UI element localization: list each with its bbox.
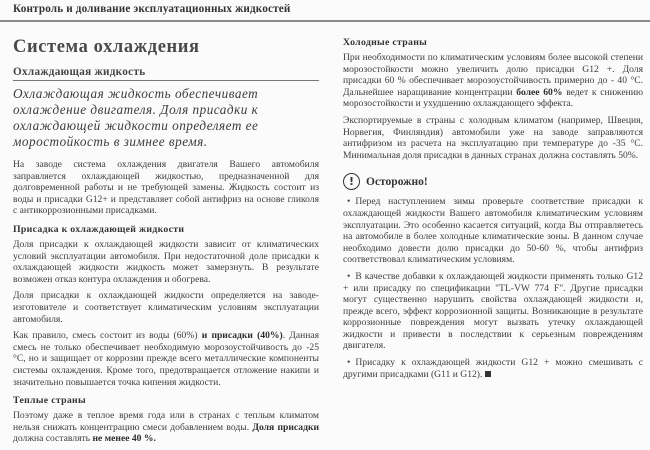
lead-paragraph: Охлаждающая жидкость обеспечивает охлаждение двигателя. Доля присадки к охлаждающей жидкости определяет ее моростойкость в зимнее время.: [13, 86, 259, 149]
mix-text-start: Как правило, смесь состоит из воды (60%): [13, 330, 202, 342]
additive-paragraph-1: Доля присадки к охлаждающей жидкости зависит от климатических условий эксплуатации автомобиля. При недостаточной доле присадки к охлаждающей жидкости жидкость может замерзнуть. В результате возможен отказ контура охлаждения и обогрева.: [13, 238, 319, 285]
bullet-icon: •: [347, 357, 351, 369]
warm-text-bold-1: Доля присадки: [252, 421, 320, 433]
right-column: [343, 37, 643, 385]
warm-countries-paragraph: [13, 410, 319, 445]
warning-item: [343, 196, 643, 266]
chapter-title: Контроль и доливание эксплуатационных жидкостей: [13, 3, 291, 15]
cold-countries-paragraph-2: Экспортируемые в страны с холодным климатом (например, Швеция, Норвегия, Финляндия) автомобили уже на заводе заправляются антифризом из расчета на эксплуатацию при температуре до -35 °C. Минимальная доля присадки в данных странах должна составлять 50%.: [343, 114, 643, 161]
bullet-icon: •: [347, 196, 351, 208]
warning-item-text: Присадку к охлаждающей жидкости G12 + можно смешивать с другими присадками (G11 и G12).: [343, 357, 643, 380]
warm-countries-heading: Теплые страны: [13, 395, 86, 407]
warning-list: [343, 196, 643, 380]
warm-text-start: Поэтому даже в теплое время года или в странах с теплым климатом нельзя снижать концентрацию смеси добавлением воды.: [13, 410, 319, 433]
warning-item-text: Перед наступлением зимы проверьте соответствие присадки к охлаждающей жидкости Вашего автомобиля климатическим условиям эксплуатации. Это особенно касается ситуаций, когда Вы отправляетесь на автомобиле в более холодные климатические зоны. В данном случае необходимо довести долю присадки до 50-60 %, чтобы антифриз соответствовал климатическим условиям.: [343, 196, 643, 266]
warm-text-bold-2: не менее 40 %.: [92, 433, 156, 445]
warning-item-text: В качестве добавки к охлаждающей жидкости применять только G12 + или присадку по спецификации "TL-VW 774 F". Другие присадки могут существенно нарушить свойства охлаждающей жидкости и, прежде всего, эффект коррозионной защиты. Возникающие в результате коррозионные повреждения могут вызвать утечку охлаждающей жидкости и привести в последствии к серьезным повреждениям двигателя.: [343, 270, 643, 352]
mix-text-end: . Данная смесь не только обеспечивает необходимую морозоустойчивость до -25 °C, но и защищает от коррозии прежде всего металлические компоненты системы охлаждения. Кроме того, предотвращается отложение накипи и значительно повышается точка кипения жидкости.: [13, 330, 320, 388]
warm-text-mid: должна составлять: [13, 433, 93, 445]
warning-header: [343, 173, 643, 190]
exclamation-circle-icon: !: [343, 173, 360, 190]
cold-text-start: При необходимости по климатическим условиям более высокой степени морозостойкости можно увеличить долю присадки G12 +. Доля присадки 60 % обеспечивает морозоустойчивость примерно до - 40 °C. Дальнейшее наращивание концентрации: [343, 52, 643, 98]
mix-text-bold: и присадки (40%): [201, 330, 283, 342]
cold-countries-paragraph-1: [343, 52, 643, 110]
cold-text-bold: более 60%: [516, 86, 563, 98]
warning-item: [343, 271, 643, 352]
additive-heading: Присадка к охлаждающей жидкости: [13, 223, 185, 235]
cold-countries-heading: Холодные страны: [343, 37, 428, 48]
end-of-section-icon: [485, 371, 491, 377]
warning-item: [343, 357, 643, 380]
page-header: [0, 0, 650, 22]
additive-paragraph-2: Доля присадки к охлаждающей жидкости определяется на заводе-изготовителе и соответствует климатическим условиям эксплуатации автомобиля.: [13, 290, 319, 325]
left-column: [13, 37, 319, 450]
cold-text-end: ведет к снижению морозостойкости и ухудшению охлаждающего эффекта.: [343, 86, 644, 110]
bullet-icon: •: [347, 270, 351, 282]
mix-paragraph: [13, 330, 319, 388]
subsection-title: Охлаждающая жидкость: [13, 66, 319, 81]
intro-paragraph: На заводе система охлаждения двигателя Вашего автомобиля заправляется охлаждающей жидкостью, предназначенной для долговременной работы и не требующей замены. Жидкость состоит из воды и присадки G12+ и представляет собой антифриз на основе гликоля с антикоррозионными присадками.: [13, 159, 319, 217]
section-title: Система охлаждения: [13, 37, 200, 57]
warning-title: Осторожно!: [366, 175, 428, 188]
